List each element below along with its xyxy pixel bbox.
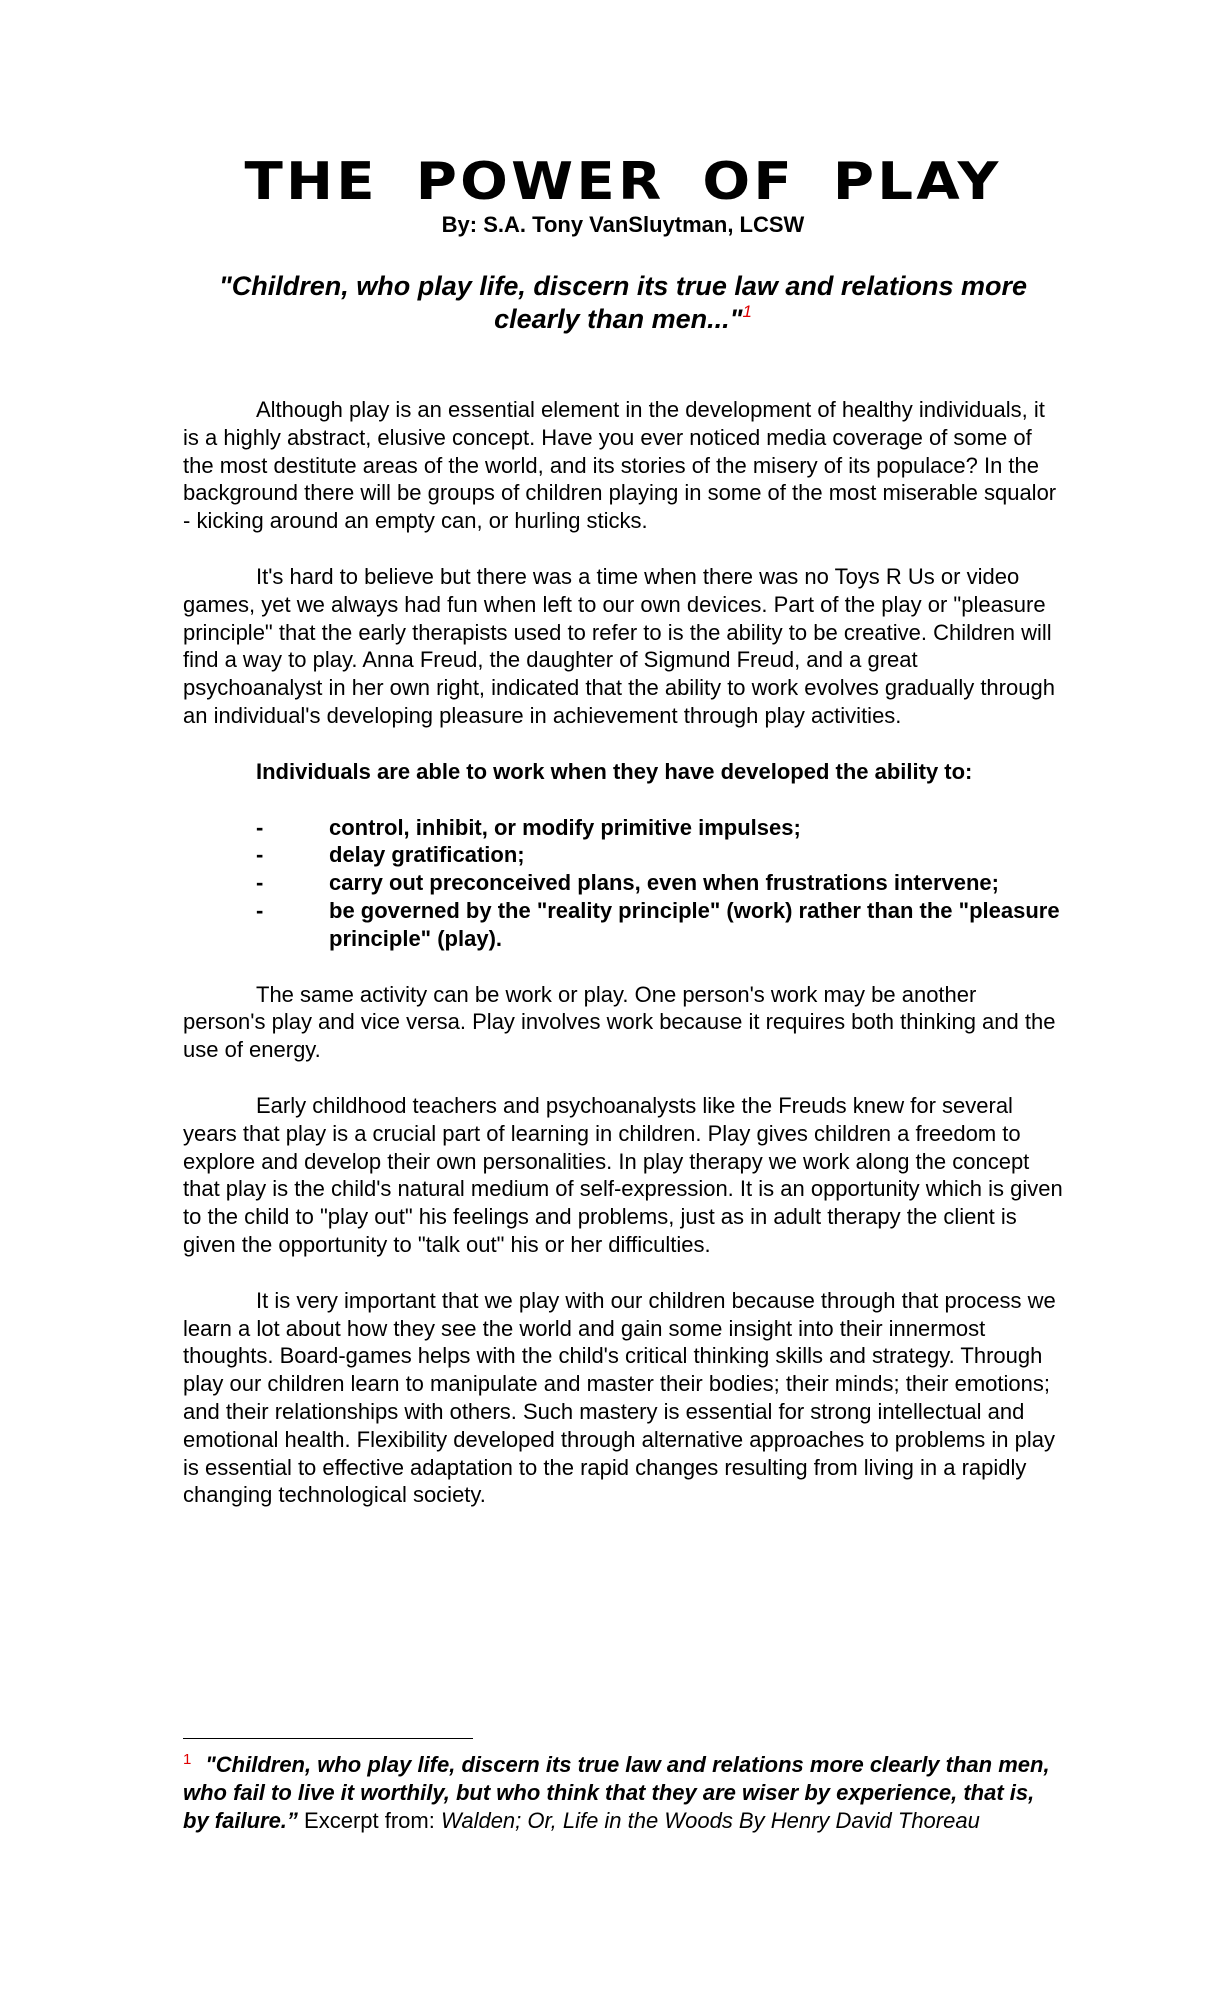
- document-page: [183, 150, 1063, 1537]
- paragraph-3: The same activity can be work or play. One person's work may be another person's play and vice versa. Play involves work because it requires both thinking and the use of energy.: [183, 981, 1056, 1063]
- author-byline: By: S.A. Tony VanSluytman, LCSW: [441, 212, 805, 237]
- list-item-text: delay gratification;: [329, 842, 525, 868]
- list-item: [183, 897, 1063, 953]
- list-lead: Individuals are able to work when they have developed the ability to:: [256, 758, 973, 784]
- footnote-excerpt-label: Excerpt from:: [297, 1808, 441, 1833]
- footnote-quote: "Children, who play life, discern its true law and relations more clearly than men, who fail to live it worthily, but who think that they are wiser by experience, that is, by failure.”: [183, 1752, 1050, 1833]
- list-item: [183, 841, 1063, 869]
- page-title: THE POWER OF PLAY: [244, 152, 1002, 212]
- footnote-number: 1: [183, 1751, 192, 1768]
- footnote-source: Walden; Or, Life in the Woods By Henry David Thoreau: [440, 1808, 980, 1833]
- list-item-text: control, inhibit, or modify primitive impulses;: [329, 814, 801, 840]
- epigraph-text: "Children, who play life, discern its true law and relations more clearly than men...": [219, 271, 1027, 334]
- footnote-divider: [183, 1738, 473, 1739]
- paragraph-4: Early childhood teachers and psychoanalysts like the Freuds knew for several years that play is a crucial part of learning in children. Play gives children a freedom to explore and develop their own personalities. In play therapy we work along the concept that play is the child's natural medium of self-expression. It is an opportunity which is given to the child to "play out" his feelings and problems, just as in adult therapy the client is given the opportunity to "talk out" his or her difficulties.: [183, 1092, 1063, 1257]
- list-dash: -: [256, 842, 264, 868]
- list-dash: -: [256, 870, 264, 896]
- list-item-text: carry out preconceived plans, even when frustrations intervene;: [329, 870, 999, 896]
- footnote-section: [183, 1738, 1063, 1835]
- list-item: [183, 869, 1063, 897]
- epigraph-quote: [195, 270, 1051, 336]
- footnote-reference: 1: [742, 302, 752, 321]
- list-item: [183, 814, 1063, 842]
- paragraph-1: Although play is an essential element in the development of healthy individuals, it is a highly abstract, elusive concept. Have you ever noticed media coverage of some of the most destitute areas of the world, and its stories of the misery of its populace? In the background there will be groups of children playing in some of the most miserable squalor - kicking around an empty can, or hurling sticks.: [183, 397, 1057, 534]
- list-dash: -: [256, 814, 264, 840]
- footnote: [183, 1751, 1063, 1835]
- ability-list: [183, 814, 1063, 953]
- list-item-text: be governed by the "reality principle" (work) rather than the "pleasure principle" (play).: [329, 897, 1060, 951]
- paragraph-2: It's hard to believe but there was a time when there was no Toys R Us or video games, yet we always had fun when left to our own devices. Part of the play or "pleasure principle" that the early therapists used to refer to is the ability to be creative. Children will find a way to play. Anna Freud, the daughter of Sigmund Freud, and a great psychoanalyst in her own right, indicated that the ability to work evolves gradually through an individual's developing pleasure in achievement through play activities.: [183, 563, 1055, 728]
- paragraph-5: It is very important that we play with our children because through that process we learn a lot about how they see the world and gain some insight into their innermost thoughts. Board-games helps with the child's critical thinking skills and strategy. Through play our children learn to manipulate and master their bodies; their minds; their emotions; and their relationships with others. Such mastery is essential for strong intellectual and emotional health. Flexibility developed through alternative approaches to problems in play is essential to effective adaptation to the rapid changes resulting from living in a rapidly changing technological society.: [183, 1287, 1056, 1508]
- article-body: [183, 396, 1063, 1509]
- list-dash: -: [256, 897, 264, 923]
